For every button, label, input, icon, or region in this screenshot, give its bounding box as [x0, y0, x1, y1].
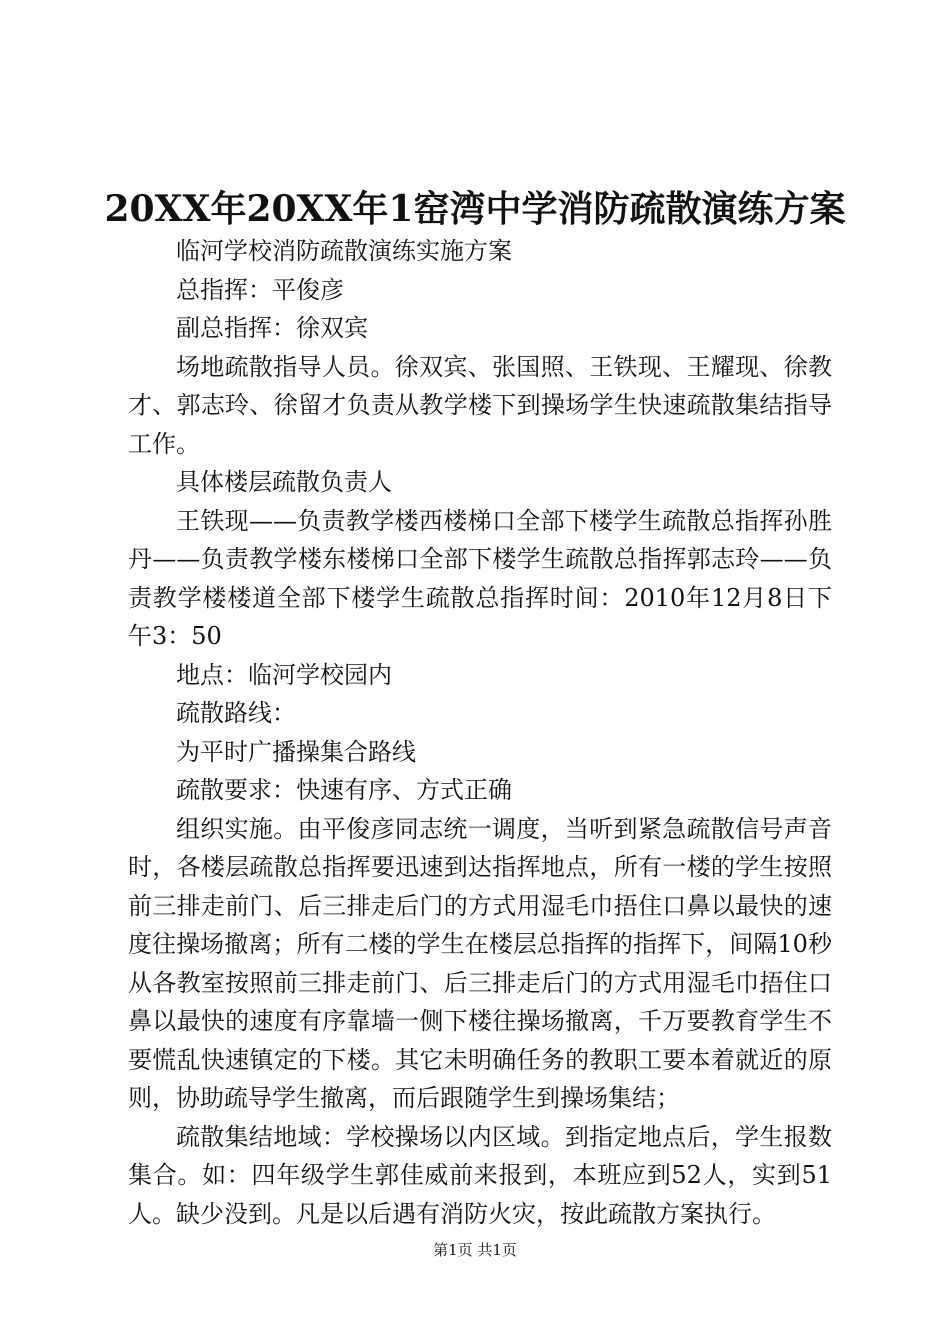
document-body — [128, 232, 832, 1233]
page-footer: 第1页 共1页 — [433, 1241, 517, 1259]
paragraph: 疏散路线： — [176, 699, 296, 727]
document-title: 20XX年20XX年1窑湾中学消防疏散演练方案 — [104, 188, 846, 230]
paragraph: 总指挥：平俊彦 — [176, 275, 344, 304]
paragraph: 疏散要求：快速有序、方式正确 — [176, 776, 512, 804]
paragraph: 疏散集结地域：学校操场以内区域。到指定地点后，学生报数集合。如：四年级学生郭佳威前来报到，本班应到52人，实到51人。缺少没到。凡是以后遇有消防火灾，按此疏散方案执行。 — [128, 1122, 832, 1228]
paragraph: 地点：临河学校园内 — [176, 660, 392, 689]
paragraph: 临河学校消防疏散演练实施方案 — [176, 237, 512, 265]
paragraph: 副总指挥：徐双宾 — [176, 314, 368, 342]
paragraph: 具体楼层疏散负责人 — [176, 468, 392, 496]
paragraph: 为平时广播操集合路线 — [176, 737, 416, 766]
paragraph: 场地疏散指导人员。徐双宾、张国照、王铁现、王耀现、徐教才、郭志玲、徐留才负责从教学楼下到操场学生快速疏散集结指导工作。 — [128, 352, 832, 458]
paragraph: 组织实施。由平俊彦同志统一调度，当听到紧急疏散信号声音时，各楼层疏散总指挥要迅速到达指挥地点，所有一楼的学生按照前三排走前门、后三排走后门的方式用湿毛巾捂住口鼻以最快的速度往操场撤离；所有二楼的学生在楼层总指挥的指挥下，间隔10秒从各教室按照前三排走前门、后三排走后门的方式用湿毛巾捂住口鼻以最快的速度有序靠墙一侧下楼往操场撤离，千万要教育学生不要慌乱快速镇定的下楼。其它未明确任务的教职工要本着就近的原则，协助疏导学生撤离，而后跟随学生到操场集结； — [128, 814, 832, 1112]
paragraph: 王铁现——负责教学楼西楼梯口全部下楼学生疏散总指挥孙胜丹——负责教学楼东楼梯口全部下楼学生疏散总指挥郭志玲——负责教学楼楼道全部下楼学生疏散总指挥时间：2010年12月8日下午3：50 — [128, 506, 832, 650]
